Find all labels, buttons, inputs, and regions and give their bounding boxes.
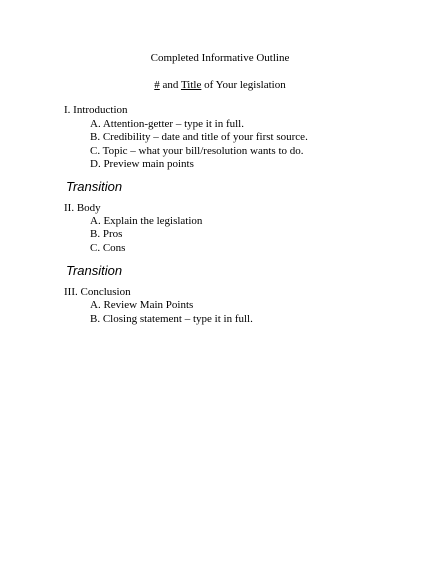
outline-item: C. Cons <box>90 242 126 254</box>
outline-item: D. Preview main points <box>90 158 194 170</box>
outline-item: A. Review Main Points <box>90 299 194 311</box>
subtitle-hash: # <box>154 79 160 91</box>
section-heading-body: II. Body <box>64 202 101 214</box>
transition-label: Transition <box>66 179 123 194</box>
outline-item: B. Credibility – date and title of your first source. <box>90 131 308 143</box>
outline-item: C. Topic – what your bill/resolution wants to do. <box>90 145 304 157</box>
subtitle-and: and <box>159 79 181 91</box>
transition-label: Transition <box>66 263 123 278</box>
outline-item: A. Explain the legislation <box>90 215 203 227</box>
outline-item: B. Pros <box>90 228 123 240</box>
subtitle-rest: of Your legislation <box>201 79 286 91</box>
section-heading-introduction: I. Introduction <box>64 104 128 116</box>
outline-item: A. Attention-getter – type it in full. <box>90 118 244 130</box>
section-heading-conclusion: III. Conclusion <box>64 286 131 298</box>
subtitle-title-word: Title <box>180 79 202 91</box>
document-subtitle <box>0 78 440 92</box>
outline-item: B. Closing statement – type it in full. <box>90 313 253 325</box>
document-title: Completed Informative Outline <box>150 52 290 64</box>
